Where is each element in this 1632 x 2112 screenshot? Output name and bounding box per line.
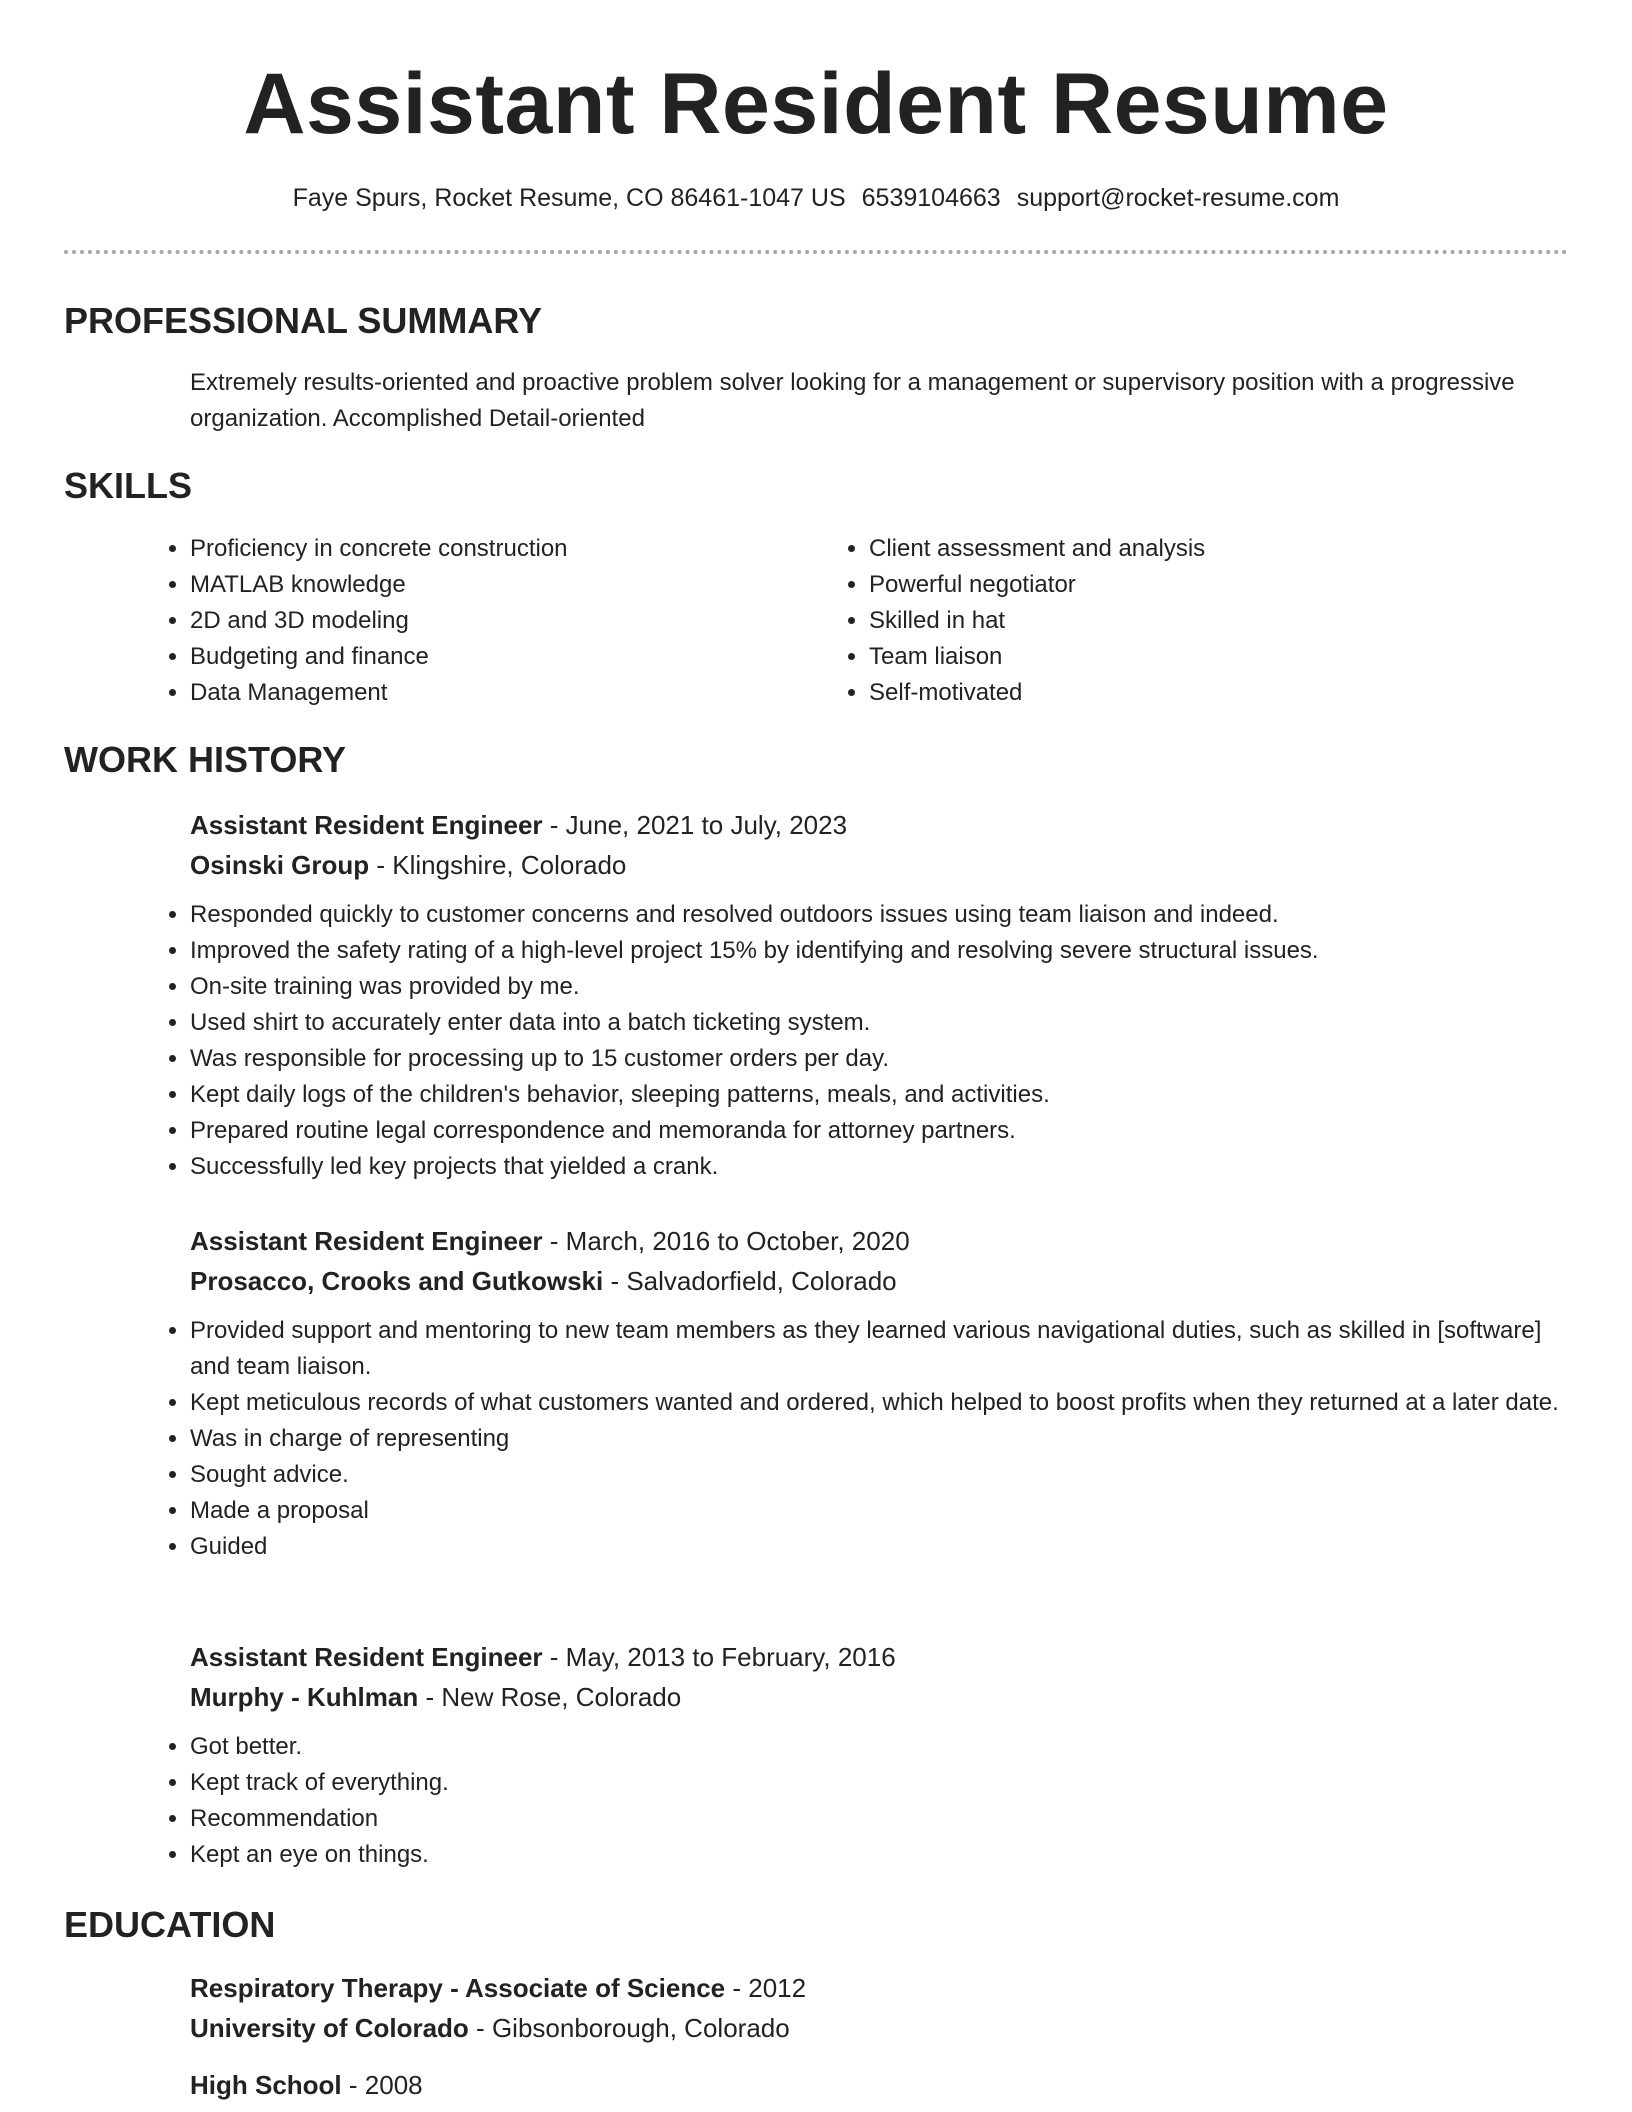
separator: - [603, 1266, 627, 1296]
job-bullet: • On-site training was provided by me. [190, 969, 1570, 1005]
contact-line [0, 180, 1632, 216]
skill-item: • Skilled in hat [869, 603, 1509, 639]
job-entry [190, 1221, 1570, 1565]
job-bullet: • Kept daily logs of the children's behavior, sleeping patterns, meals, and activities. [190, 1077, 1570, 1113]
job-entry [190, 805, 1570, 1185]
skills-column-right [869, 531, 1509, 711]
degree-line [190, 2065, 1570, 2105]
job-location: Klingshire, Colorado [392, 850, 627, 880]
job-bullet: • Was in charge of representing [190, 1421, 1570, 1457]
job-bullet: • Guided [190, 1529, 1570, 1565]
job-bullet: • Provided support and mentoring to new team members as they learned various navigational duties, such as skilled in [software] and team liaison. [190, 1313, 1570, 1385]
job-title-line [190, 1221, 1570, 1261]
job-bullets [146, 1729, 1570, 1873]
resume-title: Assistant Resident Resume [243, 56, 1389, 152]
separator: - [341, 2070, 365, 2100]
job-title: Assistant Resident Engineer [190, 1226, 543, 1256]
job-bullet: • Sought advice. [190, 1457, 1570, 1493]
job-company-line [190, 1677, 1570, 1717]
degree-year: 2012 [748, 1973, 807, 2003]
separator: - [418, 1682, 442, 1712]
job-bullets [146, 1313, 1570, 1565]
job-bullet: • Kept meticulous records of what customers wanted and ordered, which helped to boost profits when they returned at a later date. [190, 1385, 1570, 1421]
degree-year: 2008 [364, 2070, 423, 2100]
skill-item: • 2D and 3D modeling [190, 603, 830, 639]
skill-item: • Team liaison [869, 639, 1509, 675]
work-history-heading: WORK HISTORY [64, 739, 347, 780]
school: University of Colorado [190, 2013, 469, 2043]
education-heading: EDUCATION [64, 1904, 276, 1945]
job-bullet: • Kept an eye on things. [190, 1837, 1570, 1873]
job-location: New Rose, Colorado [441, 1682, 682, 1712]
separator: - [542, 810, 566, 840]
skills-column-left [190, 531, 830, 711]
job-bullet: • Recommendation [190, 1801, 1570, 1837]
skill-item: • Client assessment and analysis [869, 531, 1509, 567]
job-title: Assistant Resident Engineer [190, 810, 543, 840]
job-title-line [190, 1637, 1570, 1677]
skills-heading: SKILLS [64, 465, 193, 506]
separator: - [369, 850, 393, 880]
skill-item: • Self-motivated [869, 675, 1509, 711]
job-bullet: • Successfully led key projects that yielded a crank. [190, 1149, 1570, 1185]
job-bullet: • Used shirt to accurately enter data into a batch ticketing system. [190, 1005, 1570, 1041]
degree: High School [190, 2070, 342, 2100]
job-bullet: • Made a proposal [190, 1493, 1570, 1529]
job-dates: June, 2021 to July, 2023 [565, 810, 848, 840]
skill-item: • Proficiency in concrete construction [190, 531, 830, 567]
header-divider [64, 250, 1568, 254]
school-location: Gibsonborough, Colorado [491, 2013, 790, 2043]
skills-list-left [146, 531, 830, 711]
job-bullet: • Got better. [190, 1729, 1570, 1765]
skill-item: • Budgeting and finance [190, 639, 830, 675]
job-company-line [190, 845, 1570, 885]
skill-item: • Powerful negotiator [869, 567, 1509, 603]
education-entry [190, 1968, 1570, 2048]
degree: Respiratory Therapy - Associate of Science [190, 1973, 726, 2003]
job-bullet: • Prepared routine legal correspondence and memoranda for attorney partners. [190, 1113, 1570, 1149]
skills-list-right [825, 531, 1509, 711]
job-company: Prosacco, Crooks and Gutkowski [190, 1266, 604, 1296]
job-company: Murphy - Kuhlman [190, 1682, 419, 1712]
education-entry [190, 2065, 1570, 2105]
job-entry [190, 1637, 1570, 1873]
job-dates: March, 2016 to October, 2020 [565, 1226, 910, 1256]
school-line [190, 2008, 1570, 2048]
summary-text: Extremely results-oriented and proactive problem solver looking for a management or supervisory position with a progressive organization. Accomplished Detail-oriented [190, 369, 1515, 432]
skill-item: • MATLAB knowledge [190, 567, 830, 603]
job-company: Osinski Group [190, 850, 370, 880]
separator: - [725, 1973, 749, 2003]
job-title: Assistant Resident Engineer [190, 1642, 543, 1672]
contact-phone: 6539104663 [861, 184, 1001, 212]
job-bullet: • Was responsible for processing up to 15 customer orders per day. [190, 1041, 1570, 1077]
job-title-line [190, 805, 1570, 845]
contact-address: Faye Spurs, Rocket Resume, CO 86461-1047 US [292, 184, 846, 212]
job-location: Salvadorfield, Colorado [626, 1266, 897, 1296]
job-company-line [190, 1261, 1570, 1301]
job-bullets [146, 897, 1570, 1185]
separator: - [542, 1226, 566, 1256]
separator: - [542, 1642, 566, 1672]
summary-heading: PROFESSIONAL SUMMARY [64, 300, 543, 341]
job-bullet: • Improved the safety rating of a high-level project 15% by identifying and resolving severe structural issues. [190, 933, 1570, 969]
job-bullet: • Kept track of everything. [190, 1765, 1570, 1801]
degree-line [190, 1968, 1570, 2008]
job-dates: May, 2013 to February, 2016 [565, 1642, 896, 1672]
separator: - [468, 2013, 492, 2043]
contact-email[interactable]: support@rocket-resume.com [1016, 184, 1340, 212]
job-bullet: • Responded quickly to customer concerns and resolved outdoors issues using team liaison and indeed. [190, 897, 1570, 933]
skill-item: • Data Management [190, 675, 830, 711]
